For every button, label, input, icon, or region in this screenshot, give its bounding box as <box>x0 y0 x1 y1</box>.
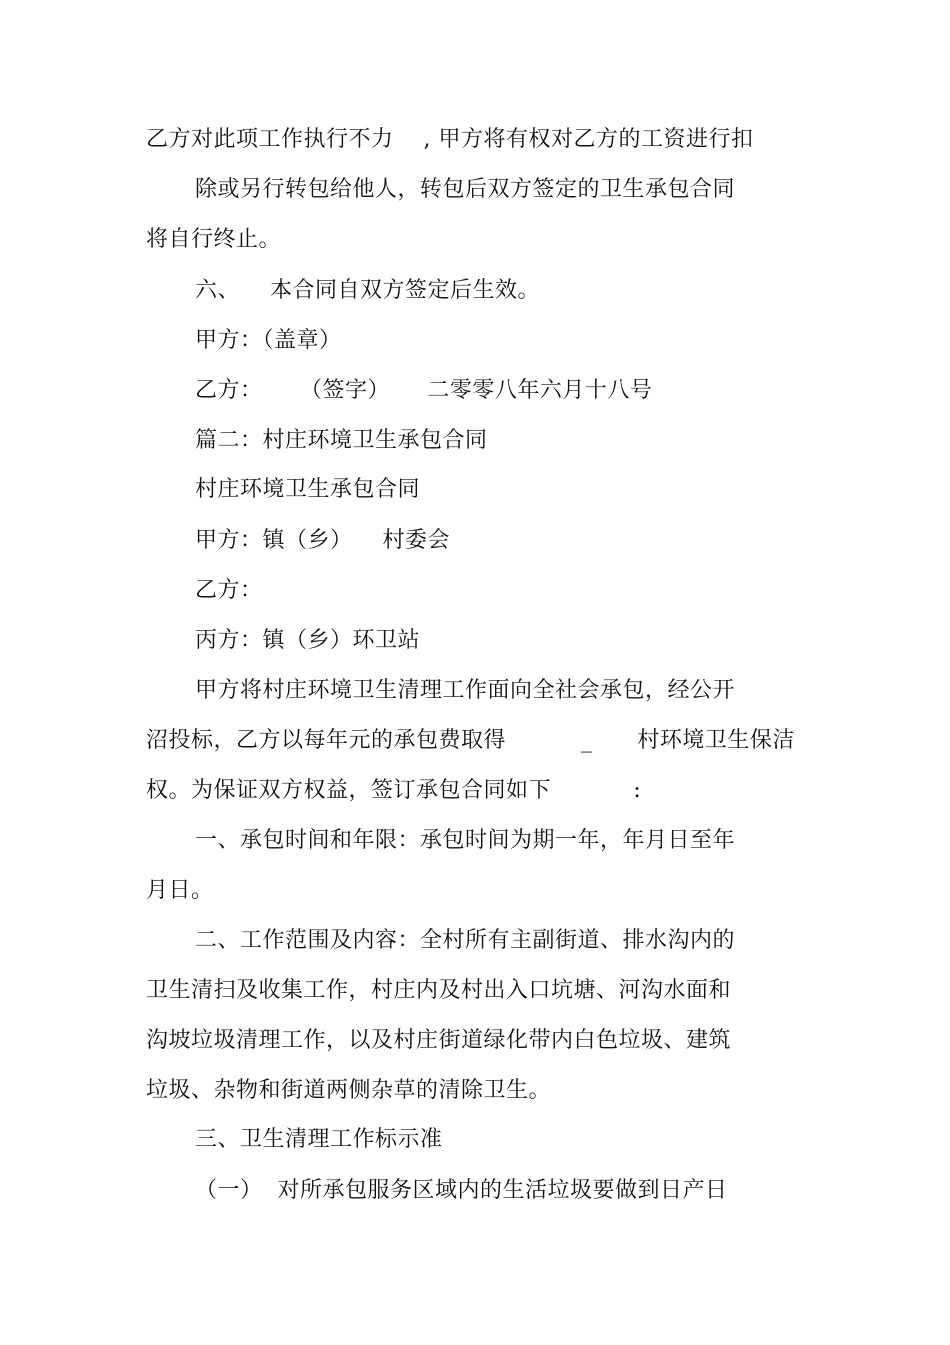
text-line: 甲方将村庄环境卫生清理工作面向全社会承包，经公开 <box>195 678 736 703</box>
text-line: 除或另行转包给他人，转包后双方签定的卫生承包合同 <box>195 177 736 202</box>
party-b: 乙方： <box>195 578 263 603</box>
party-c: 丙方：镇（乡）环卫站 <box>195 628 421 653</box>
clause-three: 三、卫生清理工作标示准 <box>195 1127 443 1152</box>
clause-six: 六、 本合同自双方签定后生效。 <box>195 278 540 303</box>
text-line: 将自行终止。 <box>146 227 282 252</box>
clause-one: 一、承包时间和年限：承包时间为期一年，年月日至年 <box>195 828 736 853</box>
text-line: 垃圾、杂物和街道两侧杂草的清除卫生。 <box>146 1078 552 1103</box>
text-line: 卫生清扫及收集工作，村庄内及村出入口坑塘、河沟水面和 <box>146 978 732 1003</box>
text-line: 权。为保证双方权益，签订承包合同如下 : <box>146 778 642 803</box>
party-a-seal: 甲方：（盖章） <box>195 328 342 353</box>
party-a: 甲方：镇（乡） 村委会 <box>195 528 450 553</box>
clause-two: 二、工作范围及内容：全村所有主副街道、排水沟内的 <box>195 928 736 953</box>
text-line: 沟坡垃圾清理工作，以及村庄街道绿化带内白色垃圾、建筑 <box>146 1028 732 1053</box>
text-line: 月日。 <box>146 878 214 903</box>
text-line: 沼投标，乙方以每年元的承包费取得 _ 村环境卫生保洁 <box>146 728 795 753</box>
text-line: 乙方对此项工作执行不力 , 甲方将有权对乙方的工资进行扣 <box>146 127 754 152</box>
sub-clause-one: （一） 对所承包服务区域内的生活垃圾要做到日产日 <box>195 1178 728 1203</box>
section-heading: 篇二：村庄环境卫生承包合同 <box>195 428 488 453</box>
party-b-signature: 乙方： （签字） 二零零八年六月十八号 <box>195 378 653 403</box>
contract-title: 村庄环境卫生承包合同 <box>195 477 421 502</box>
